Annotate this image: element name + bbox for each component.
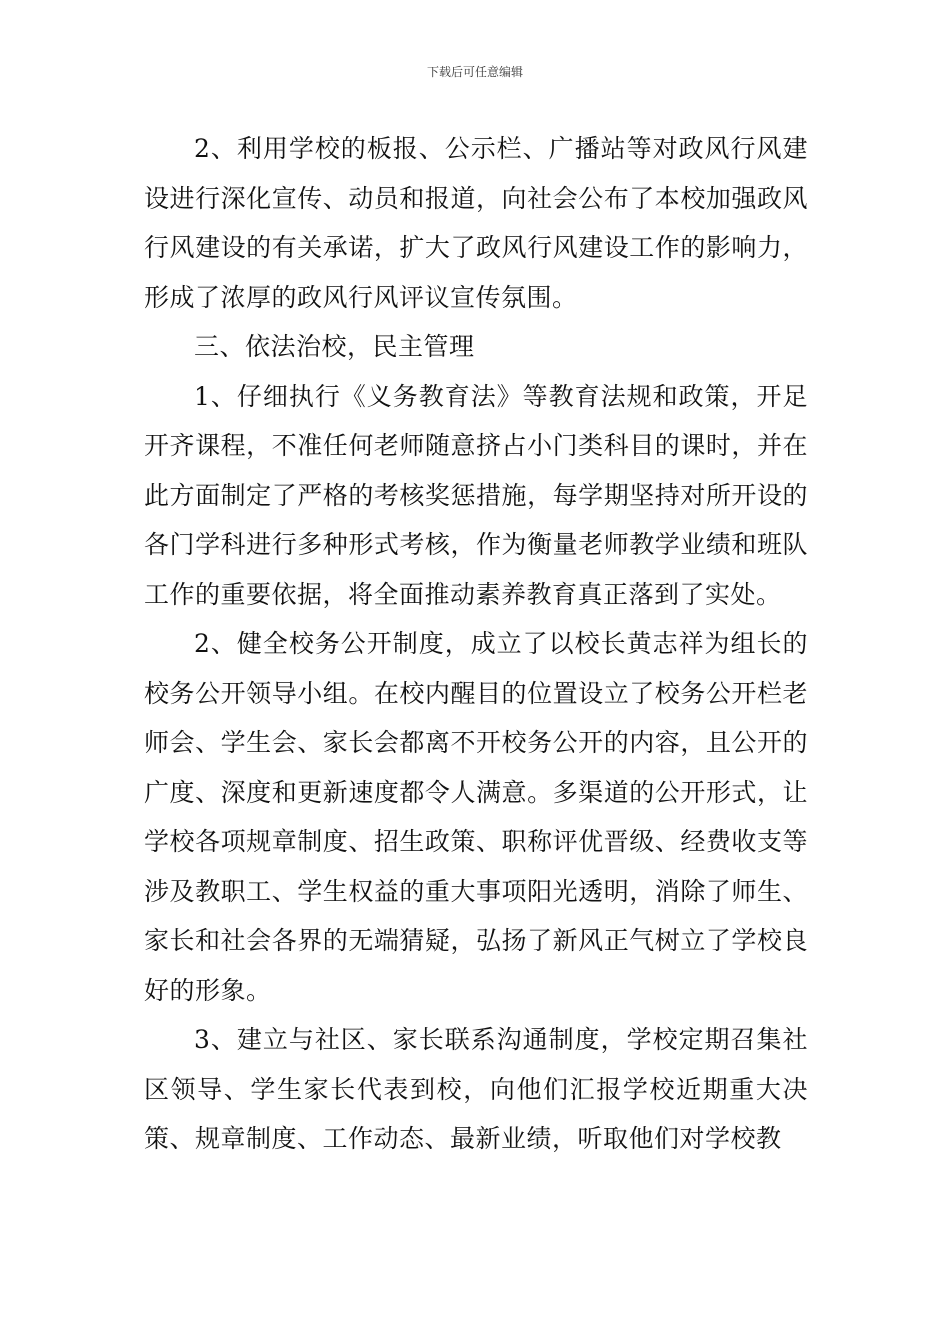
section-heading-rule-of-law: 三、依法治校，民主管理 [194,332,475,361]
paragraph-community-communication: 3、建立与社区、家长联系沟通制度，学校定期召集社区领导、学生家长代表到校，向他们汇报学校近期重大决策、规章制度、工作动态、最新业绩，听取他们对学校教 [144,1025,808,1153]
document-body [144,124,808,1164]
paragraph-education-law: 1、仔细执行《义务教育法》等教育法规和政策，开足开齐课程，不准任何老师随意挤占小门类科目的课时，并在此方面制定了严格的考核奖惩措施，每学期坚持对所开设的各门学科进行多种形式考核，作为衡量老师教学业绩和班队工作的重要依据，将全面推动素养教育真正落到了实处。 [144,381,808,609]
page-header: 下载后可任意编辑 [426,65,523,79]
paragraph-school-affairs-disclosure: 2、健全校务公开制度，成立了以校长黄志祥为组长的校务公开领导小组。在校内醒目的位置设立了校务公开栏老师会、学生会、家长会都离不开校务公开的内容，且公开的广度、深度和更新速度都令人满意。多渠道的公开形式，让学校各项规章制度、招生政策、职称评优晋级、经费收支等涉及教职工、学生权益的重大事项阳光透明，消除了师生、家长和社会各界的无端猜疑，弘扬了新风正气树立了学校良好的形象。 [144,629,808,1005]
paragraph-publicity: 2、利用学校的板报、公示栏、广播站等对政风行风建设进行深化宣传、动员和报道，向社会公布了本校加强政风行风建设的有关承诺，扩大了政风行风建设工作的影响力，形成了浓厚的政风行风评议宣传氛围。 [144,134,808,312]
